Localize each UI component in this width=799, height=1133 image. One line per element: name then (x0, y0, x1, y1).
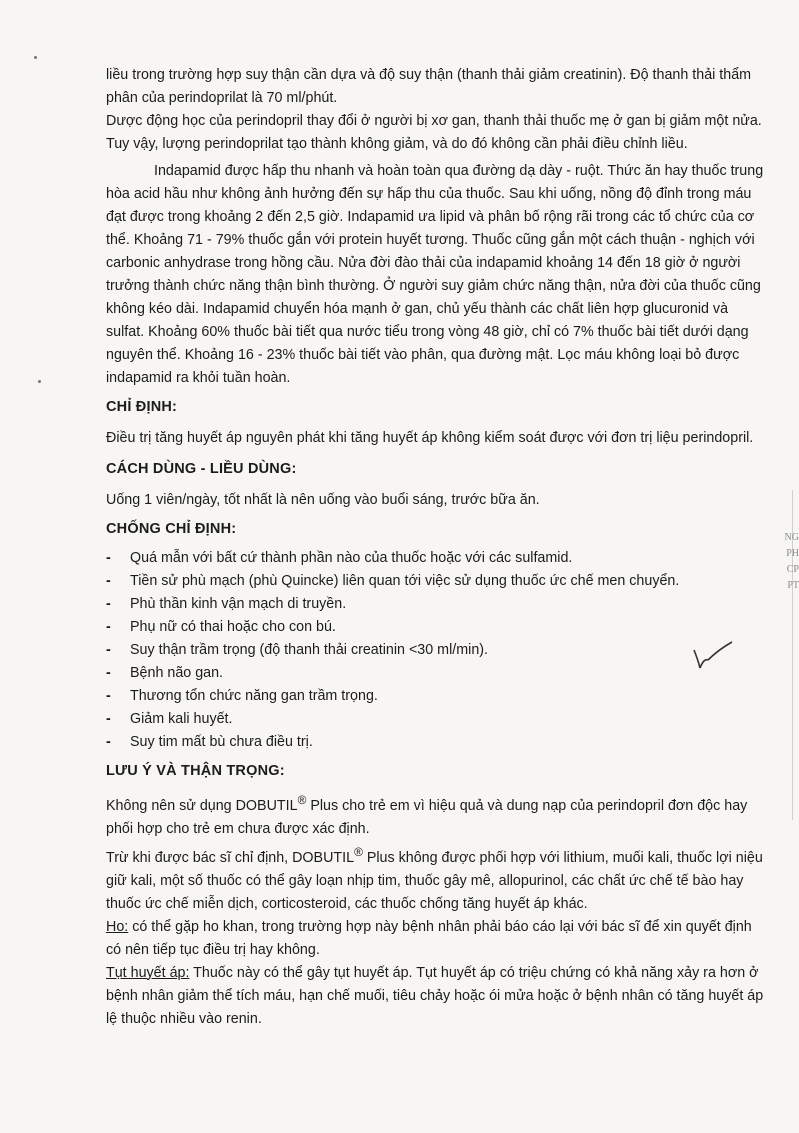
luu-y-heading: LƯU Ý VÀ THẬN TRỌNG: (106, 763, 285, 779)
intro-paragraph-1: liều trong trường hợp suy thận cần dựa và độ suy thận (thanh thải giảm creatinin). Độ thanh thải thẩm phân của perindoprilat là 70 ml/phút. (106, 67, 752, 106)
list-item: - Suy thận trầm trọng (độ thanh thải creatinin <30 ml/min). (106, 639, 770, 662)
indapamid-paragraph: Indapamid được hấp thu nhanh và hoàn toàn qua đường dạ dày - ruột. Thức ăn hay thuốc trung hòa acid hầu như không ảnh hưởng đến sự hấp thu của thuốc. Sau khi uống, nồng độ đỉnh trong máu đạt được trong khoảng 2 đến 2,5 giờ. Indapamid ưa lipid và phân bố rộng rãi trong các tổ chức của cơ thể. Khoảng 71 - 79% thuốc gắn với protein huyết tương. Thuốc cũng gắn một cách thuận - nghịch với carbonic anhydrase trong hồng cầu. Nửa đời đào thải của indapamid khoảng 14 đến 18 giờ ở người trưởng thành chức năng thận bình thường. Ở người suy giảm chức năng thận, nửa đời của thuốc cũng không kéo dài. Indapamid chuyển hóa mạnh ở gan, chủ yếu thành các chất liên hợp glucuronid và sulfat. Khoảng 60% thuốc bài tiết qua nước tiểu trong vòng 48 giờ, chỉ có 7% thuốc bài tiết dưới dạng nguyên thể. Khoảng 16 - 23% thuốc bài tiết vào phân, qua đường mật. Lọc máu không loại bỏ được indapamid ra khỏi tuần hoàn. (106, 163, 764, 386)
luu-y-paragraph-1 (106, 789, 770, 841)
edge-fragment-text: CP (786, 564, 799, 575)
document-body (106, 64, 770, 1031)
luu-y-p2-after: Plus không được phối hợp với lithium, muối kali, thuốc lợi niệu giữ kali, một số thuốc có thể gây loạn nhịp tim, thuốc gây mê, allopurinol, các chất ức chế tế bào hay thuốc ức chế miễn dịch, corticosteroid, các thuốc chống tăng huyết áp khác. (106, 849, 763, 912)
list-item: - Suy tim mất bù chưa điều trị. (106, 731, 770, 754)
list-item: - Phù thần kinh vận mạch di truyền. (106, 593, 770, 616)
cach-dung-heading: CÁCH DÙNG - LIỀU DÙNG: (106, 461, 297, 477)
luu-y-paragraph-2 (106, 841, 770, 916)
chong-chi-dinh-heading: CHỐNG CHỈ ĐỊNH: (106, 521, 237, 537)
registered-mark: ® (297, 793, 307, 807)
edge-fragment-text: PT (787, 580, 799, 591)
luu-y-paragraph-tut-huyet-ap (106, 962, 770, 1031)
intro-paragraph-2: Dược động học của perindopril thay đổi ở người bị xơ gan, thanh thải thuốc mẹ ở gan bị giảm một nửa. Tuy vậy, lượng perindoprilat tạo thành không giảm, và do đó không cần phải điều chỉnh liều. (106, 113, 762, 152)
chong-chi-dinh-list (106, 547, 770, 754)
luu-y-paragraph-ho (106, 916, 770, 962)
list-item: - Tiền sử phù mạch (phù Quincke) liên quan tới việc sử dụng thuốc ức chế men chuyển. (106, 570, 770, 593)
scan-speck (34, 56, 37, 59)
tut-huyet-ap-text: Thuốc này có thể gây tụt huyết áp. Tụt huyết áp có triệu chứng có khả năng xảy ra hơn ở bệnh nhân giảm thể tích máu, hạn chế muối, tiêu chảy hoặc ói mửa hoặc ở bệnh nhân có tăng huyết áp lệ thuộc nhiều vào renin. (106, 964, 764, 1027)
ho-text: có thể gặp ho khan, trong trường hợp này bệnh nhân phải báo cáo lại với bác sĩ để xin quyết định có nên tiếp tục điều trị hay không. (106, 918, 752, 958)
tut-huyet-ap-label: Tụt huyết áp: (106, 964, 190, 981)
chi-dinh-heading: CHỈ ĐỊNH: (106, 399, 178, 415)
list-item: - Bệnh não gan. (106, 662, 770, 685)
ho-label: Ho: (106, 918, 129, 935)
registered-mark: ® (354, 844, 363, 859)
list-item: - Phụ nữ có thai hoặc cho con bú. (106, 616, 770, 639)
luu-y-p1-before: Không nên sử dụng DOBUTIL (106, 797, 298, 814)
list-item: - Giảm kali huyết. (106, 708, 770, 731)
edge-fragment-text: PH (786, 548, 799, 559)
handwritten-check-mark-icon (690, 640, 736, 674)
chi-dinh-text: Điều trị tăng huyết áp nguyên phát khi tăng huyết áp không kiểm soát được với đơn trị liệu perindopril. (106, 430, 754, 446)
scan-speck (38, 380, 41, 383)
list-item: - Quá mẫn với bất cứ thành phần nào của thuốc hoặc với các sulfamid. (106, 547, 770, 570)
adjacent-page-fragment (769, 490, 799, 810)
list-item: - Thương tổn chức năng gan trầm trọng. (106, 685, 770, 708)
luu-y-p2-before: Trừ khi được bác sĩ chỉ định, DOBUTIL (106, 849, 355, 866)
luu-y-p1-after: Plus cho trẻ em vì hiệu quả và dung nạp của perindopril đơn độc hay phối hợp cho trẻ em chưa được xác định. (106, 797, 748, 837)
edge-fragment-text: NG (784, 532, 799, 543)
cach-dung-text: Uống 1 viên/ngày, tốt nhất là nên uống vào buổi sáng, trước bữa ăn. (106, 492, 540, 508)
